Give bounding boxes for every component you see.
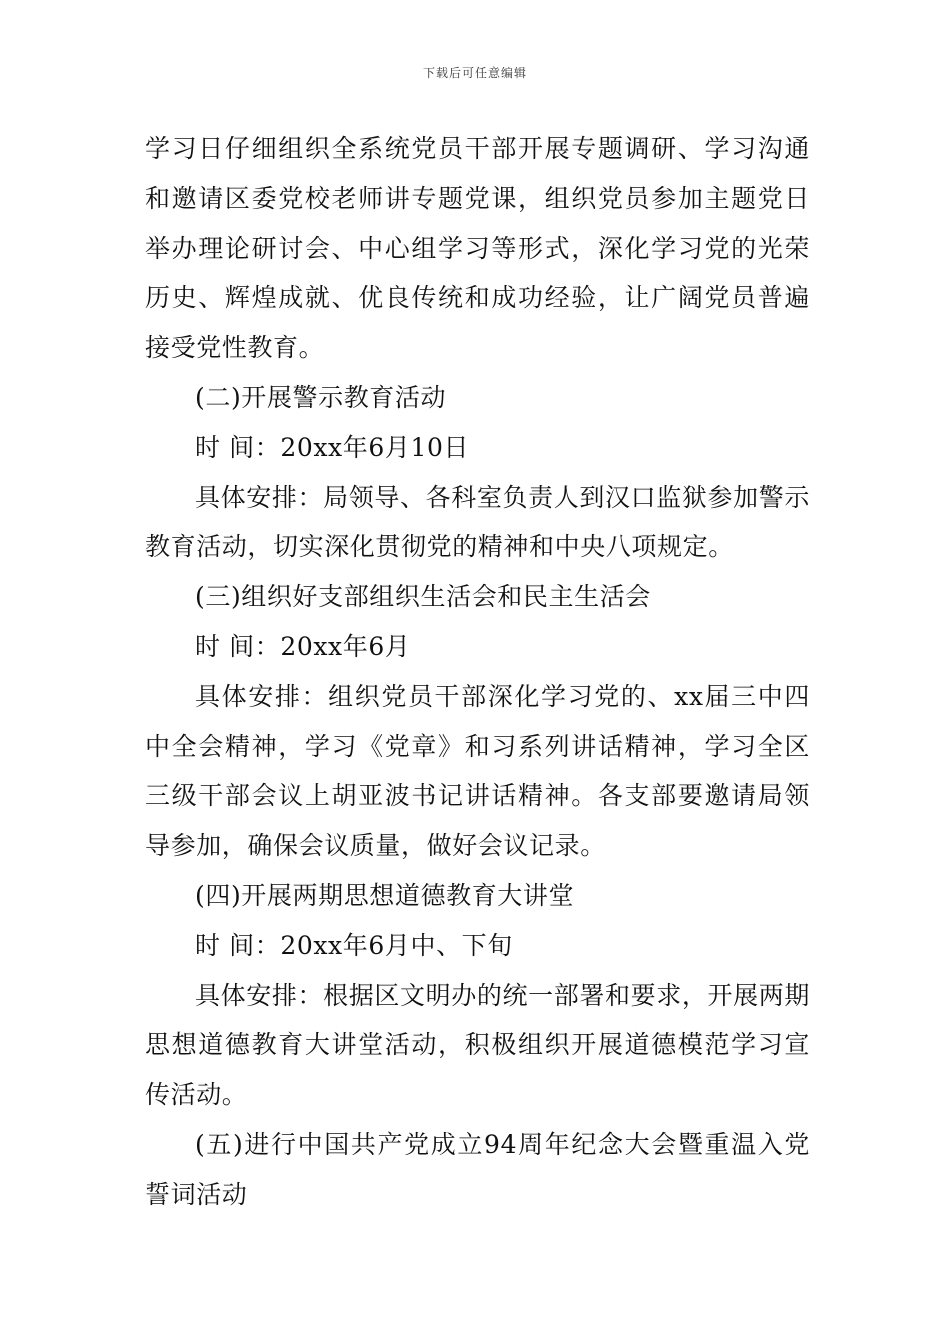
section-arrangement-3: 具体安排：组织党员干部深化学习党的、xx届三中四中全会精神，学习《党章》和习系列讲话精神，学习全区三级干部会议上胡亚波书记讲话精神。各支部要邀请局领导参加，确保会议质量，做好会议记录。 — [145, 681, 810, 861]
section-time-3: 时 间：20xx年6月 — [195, 631, 411, 661]
section-heading-5: (五)进行中国共产党成立94周年纪念大会暨重温入党誓词活动 — [145, 1129, 810, 1209]
section-heading-3: (三)组织好支部组织生活会和民主生活会 — [195, 582, 651, 612]
document-body — [145, 124, 810, 1220]
section-arrangement-2: 具体安排：局领导、各科室负责人到汉口监狱参加警示教育活动，切实深化贯彻党的精神和中央八项规定。 — [145, 482, 810, 562]
section-heading-2: (二)开展警示教育活动 — [195, 382, 447, 412]
section-arrangement-4: 具体安排：根据区文明办的统一部署和要求，开展两期思想道德教育大讲堂活动，积极组织开展道德模范学习宣传活动。 — [145, 980, 810, 1110]
section-time-4: 时 间：20xx年6月中、下旬 — [195, 930, 513, 960]
page-header: 下载后可任意编辑 — [422, 66, 527, 80]
section-time-2: 时 间：20xx年6月10日 — [195, 432, 470, 462]
section-heading-4: (四)开展两期思想道德教育大讲堂 — [195, 880, 575, 910]
paragraph-intro: 学习日仔细组织全系统党员干部开展专题调研、学习沟通和邀请区委党校老师讲专题党课，组织党员参加主题党日举办理论研讨会、中心组学习等形式，深化学习党的光荣历史、辉煌成就、优良传统和成功经验，让广阔党员普遍接受党性教育。 — [145, 134, 810, 363]
